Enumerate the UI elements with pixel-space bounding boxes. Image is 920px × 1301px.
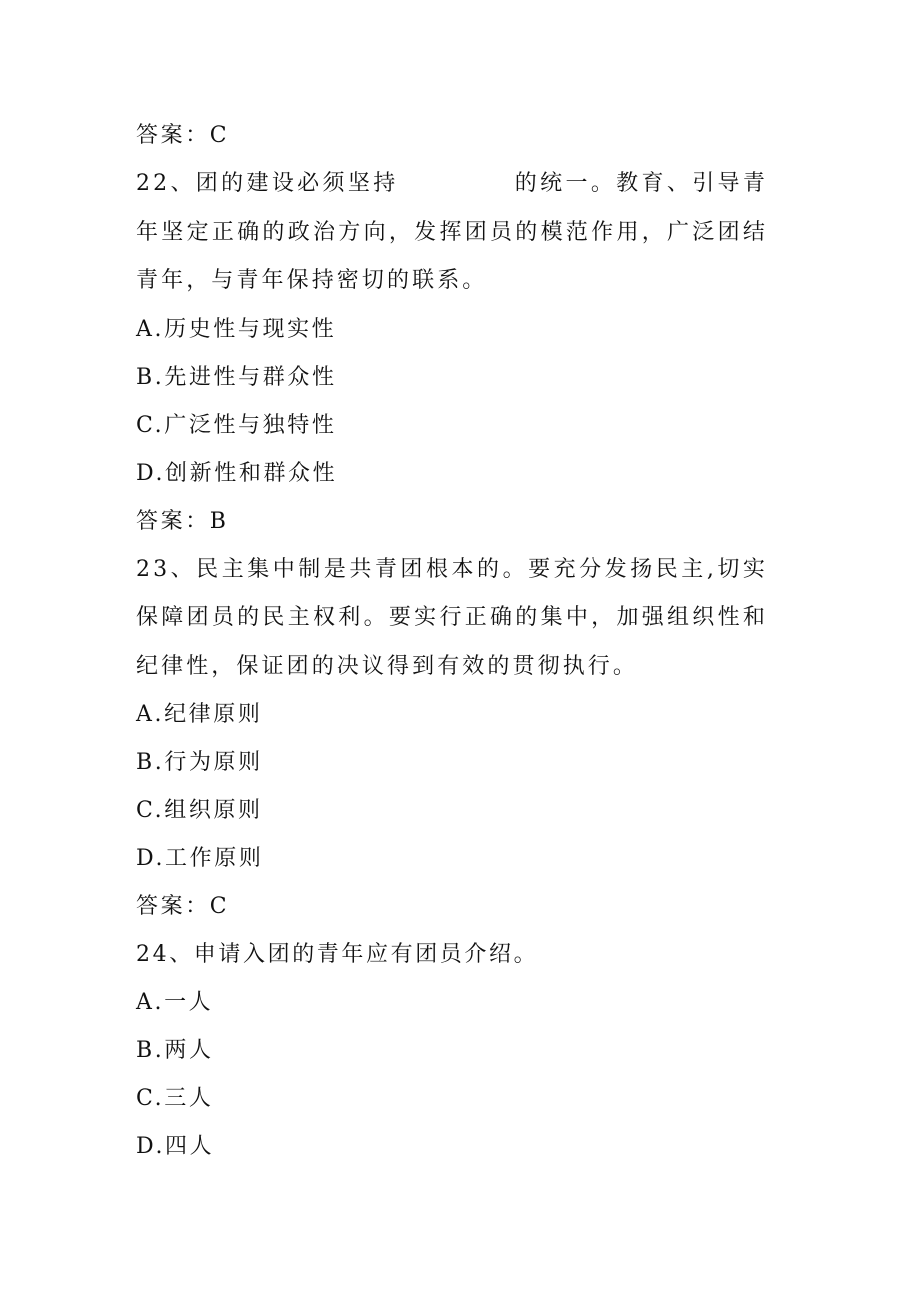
answer-line: 答案：C — [136, 123, 230, 148]
question-23: 23、民主集中制是共青团根本的。要充分发扬民主,切实保障团员的民主权利。要实行正确的集中，加强组织性和纪律性，保证团的决议得到有效的贯彻执行。 — [136, 556, 768, 679]
option-b: B.两人 — [136, 1038, 214, 1063]
option-c: C.组织原则 — [136, 798, 263, 823]
option-a: A.纪律原则 — [136, 702, 263, 727]
option-c: C.三人 — [136, 1086, 214, 1111]
option-a: A.一人 — [136, 990, 214, 1015]
option-d: D.四人 — [136, 1134, 215, 1159]
answer-line: 答案：B — [136, 508, 229, 534]
question-22-text-after-blank: 的统一。教育、引导青年坚定正确的政治方向，发挥团员的模范作用，广泛团结青年，与青年保持密切的联系。 — [136, 171, 768, 293]
option-b: B.先进性与群众性 — [136, 364, 337, 390]
option-b: B.行为原则 — [136, 750, 263, 775]
option-c: C.广泛性与独特性 — [136, 412, 337, 438]
option-d: D.创新性和群众性 — [136, 460, 338, 486]
question-24: 24、申请入团的青年应有团员介绍。 — [136, 942, 539, 967]
question-22 — [136, 160, 768, 306]
option-d: D.工作原则 — [136, 846, 264, 871]
document-content — [136, 112, 776, 1171]
answer-line: 答案：C — [136, 894, 230, 919]
question-22-text-before-blank: 22、团的建设必须坚持 — [136, 171, 399, 196]
option-a: A.历史性与现实性 — [136, 316, 337, 342]
